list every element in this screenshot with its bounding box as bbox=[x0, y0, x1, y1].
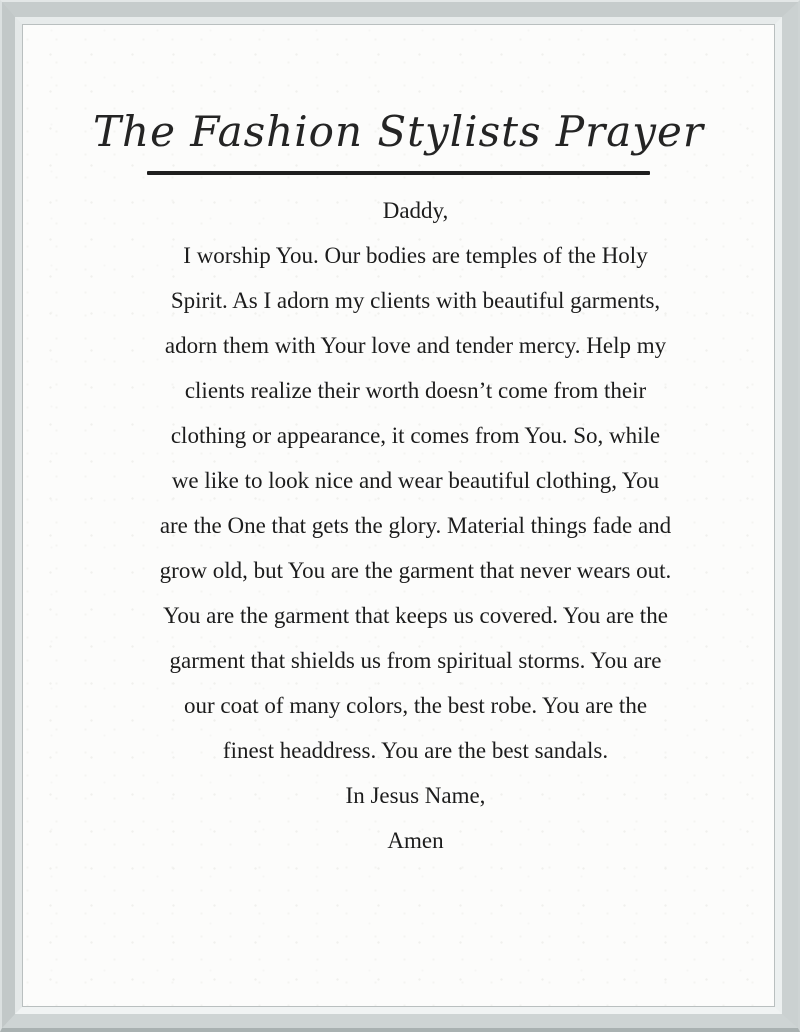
prayer-line: finest headdress. You are the best sandals. bbox=[222, 738, 609, 763]
prayer-line: You are the garment that keeps us covered. You are the bbox=[163, 603, 668, 628]
prayer-line: garment that shields us from spiritual storms. You are bbox=[169, 648, 662, 673]
prayer-line: grow old, but You are the garment that never wears out. bbox=[159, 558, 672, 583]
prayer-line: are the One that gets the glory. Material things fade and bbox=[159, 513, 672, 538]
prayer-line: Daddy, bbox=[382, 198, 449, 223]
prayer-amen: Amen bbox=[387, 828, 444, 853]
picture-frame-liner bbox=[22, 24, 775, 1007]
prayer-text bbox=[40, 188, 791, 863]
print-paper bbox=[23, 25, 774, 1006]
prayer-line: clients realize their worth doesn’t come from their bbox=[184, 378, 647, 403]
print-title: The Fashion Stylists Prayer bbox=[93, 107, 704, 156]
prayer-line: I worship You. Our bodies are temples of the Holy bbox=[183, 243, 648, 268]
picture-frame-inner-bevel bbox=[15, 17, 782, 1014]
title-underline bbox=[147, 171, 650, 175]
prayer-line: adorn them with Your love and tender mercy. Help my bbox=[164, 333, 667, 358]
prayer-closing: In Jesus Name, bbox=[345, 783, 486, 808]
prayer-line: Spirit. As I adorn my clients with beautiful garments, bbox=[170, 288, 661, 313]
prayer-line: we like to look nice and wear beautiful clothing, You bbox=[171, 468, 660, 493]
picture-frame-face bbox=[2, 2, 798, 1028]
prayer-line: our coat of many colors, the best robe. You are the bbox=[183, 693, 648, 718]
prayer-line: clothing or appearance, it comes from You. So, while bbox=[170, 423, 661, 448]
